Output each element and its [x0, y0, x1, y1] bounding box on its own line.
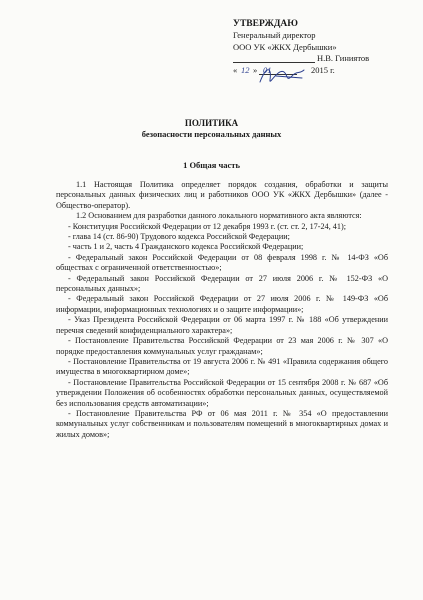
signer-name: Н.В. Гиниятов — [317, 53, 370, 63]
body-paragraph: - Постановление Правительства Российской Федерации от 15 сентября 2008 г. № 687 «Об утверждении Положения об особенностях обработки персональных данных, осуществляемой без использования средств автоматизации»; — [56, 377, 388, 408]
body-paragraph: 1.2 Основанием для разработки данного локального нормативного акта являются: — [76, 211, 362, 221]
document-subtitle: безопасности персональных данных — [141, 129, 282, 139]
approval-heading: УТВЕРЖДАЮ — [233, 19, 298, 29]
date-year: 2015 г. — [311, 64, 335, 75]
document-title: ПОЛИТИКА — [184, 118, 239, 128]
body-paragraph: - глава 14 (ст. 86-90) Трудового кодекса Российской Федерации; — [68, 232, 290, 242]
body-paragraph: - Постановление Правительства РФ от 06 мая 2011 г. № 354 «О предоставлении коммунальных услуг собственникам и пользователям помещений в многоквартирных домах и жилых домов»; — [56, 408, 388, 439]
body-paragraph: - Федеральный закон Российской Федерации от 08 февраля 1998 г. № 14-ФЗ «Об обществах с ограниченной ответственностью»; — [56, 252, 388, 273]
body-paragraph: - часть 1 и 2, часть 4 Гражданского кодекса Российской Федерации; — [68, 242, 304, 252]
approval-organization: ООО УК «ЖКХ Дербышки» — [233, 41, 337, 52]
body-paragraph: - Конституция Российской Федерации от 12 декабря 1993 г. (ст. ст. 2, 17-24, 41); — [68, 221, 346, 231]
body-paragraph: - Федеральный закон Российской Федерации от 27 июля 2006 г. № 152-ФЗ «О персональных данных»; — [56, 273, 388, 294]
date-month: 01 — [263, 64, 272, 75]
body-paragraph: - Федеральный закон Российской Федерации от 27 июля 2006 г. № 149-ФЗ «Об информации, информационных технологиях и о защите информации»; — [56, 294, 388, 314]
body-paragraph: - Постановление Правительства от 19 августа 2006 г. № 491 «Правила содержания общего имущества в многоквартирном доме»; — [56, 356, 388, 377]
date-open-quote: « — [233, 64, 238, 75]
approval-position: Генеральный директор — [233, 30, 316, 40]
body-paragraph: - Постановление Правительства Российской Федерации от 23 мая 2006 г. № 307 «О порядке предоставления коммунальных услуг гражданам»; — [56, 336, 388, 356]
document-body — [56, 180, 388, 440]
body-paragraph: 1.1 Настоящая Политика определяет порядок создания, обработки и защиты персональных данных физических лиц и работников ООО УК «ЖКХ Дербышки» (далее - Общество-оператор). — [56, 180, 388, 210]
handwritten-signature — [256, 62, 316, 88]
body-paragraph: - Указ Президента Российской Федерации от 06 марта 1997 г. № 188 «Об утверждении перечня сведений конфиденциального характера»; — [56, 315, 388, 335]
date-close-quote: » — [253, 64, 258, 75]
section-heading: 1 Общая часть — [183, 160, 240, 170]
date-day: 12 — [241, 64, 250, 75]
